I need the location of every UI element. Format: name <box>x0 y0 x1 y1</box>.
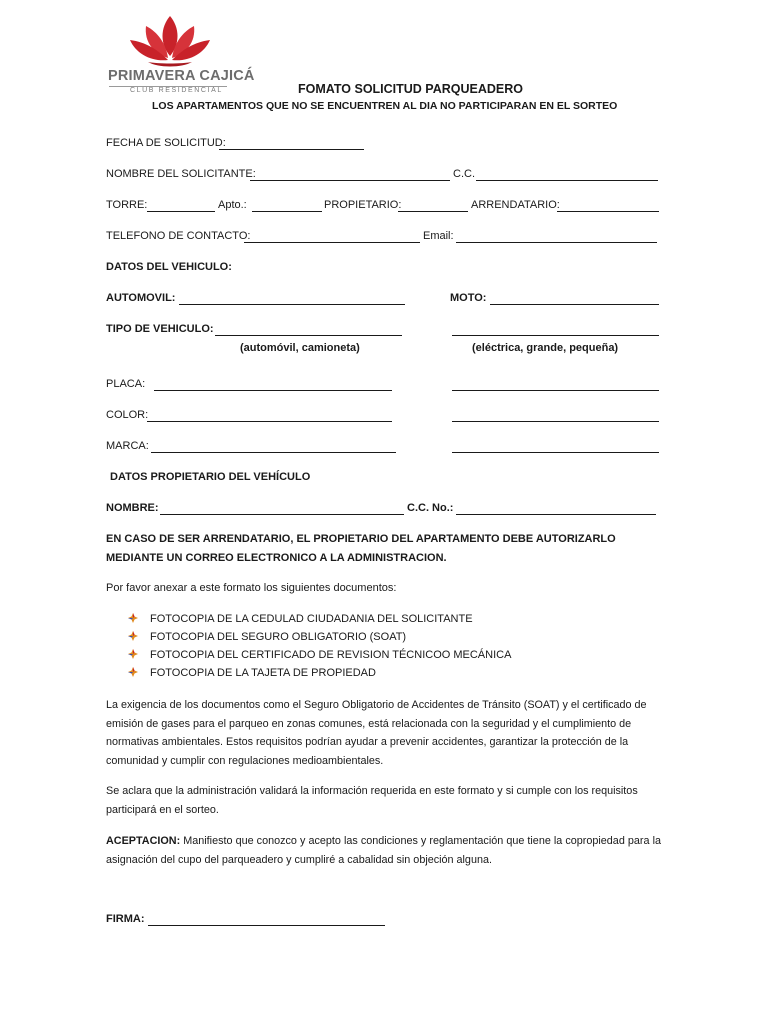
bullet-icon <box>128 649 138 659</box>
fecha-input[interactable] <box>219 149 364 150</box>
logo-subtitle: CLUB RESIDENCIAL <box>130 87 223 94</box>
list-item <box>128 649 511 661</box>
acceptance-text: Manifiesto que conozco y acepto las condiciones y reglamentación que tiene la copropiedad para la asignación del cupo del parqueadero y cumpliré a cabalidad sin objeción alguna. <box>106 835 661 866</box>
arrendatario-label: ARRENDATARIO: <box>471 199 560 211</box>
automovil-input[interactable] <box>179 304 405 305</box>
list-item <box>128 667 376 679</box>
email-label: Email: <box>423 230 454 242</box>
placa-label: PLACA: <box>106 378 146 390</box>
marca-label: MARCA: <box>106 440 149 452</box>
marca-auto-input[interactable] <box>151 452 396 453</box>
bullet-icon <box>128 613 138 623</box>
firma-label: FIRMA: <box>106 913 145 925</box>
apto-label: Apto.: <box>218 199 247 211</box>
tipo-auto-input[interactable] <box>215 335 402 336</box>
placa-moto-input[interactable] <box>452 390 659 391</box>
email-input[interactable] <box>456 242 657 243</box>
nombre-input[interactable] <box>250 180 450 181</box>
propietario-label: PROPIETARIO: <box>324 199 402 211</box>
bullet-icon <box>128 631 138 641</box>
acceptance-paragraph <box>106 832 661 869</box>
propietario-input[interactable] <box>398 211 468 212</box>
lotus-flower-icon <box>108 12 232 70</box>
prop-cc-input[interactable] <box>456 514 656 515</box>
tipo-auto-hint: (automóvil, camioneta) <box>240 342 360 354</box>
telefono-label: TELEFONO DE CONTACTO: <box>106 230 251 242</box>
tipo-label: TIPO DE VEHICULO: <box>106 323 214 335</box>
logo <box>108 12 255 96</box>
form-subtitle: LOS APARTAMENTOS QUE NO SE ENCUENTREN AL DIA NO PARTICIPARAN EN EL SORTEO <box>152 100 618 112</box>
document-item: FOTOCOPIA DEL CERTIFICADO DE REVISION TÉCNICOO MECÁNICA <box>150 649 512 661</box>
document-item: FOTOCOPIA DEL SEGURO OBLIGATORIO (SOAT) <box>150 631 407 643</box>
arrendatario-notice: EN CASO DE SER ARRENDATARIO, EL PROPIETARIO DEL APARTAMENTO DEBE AUTORIZARLO MEDIANTE UN CORREO ELECTRONICO A LA ADMINISTRACION. <box>106 533 616 564</box>
arrendatario-input[interactable] <box>557 211 659 212</box>
telefono-input[interactable] <box>244 242 420 243</box>
apto-input[interactable] <box>252 211 322 212</box>
logo-name: PRIMAVERA CAJICÁ <box>108 68 255 84</box>
moto-input[interactable] <box>490 304 659 305</box>
marca-moto-input[interactable] <box>452 452 659 453</box>
vehiculo-heading: DATOS DEL VEHICULO: <box>106 261 232 273</box>
color-auto-input[interactable] <box>147 421 392 422</box>
list-item <box>128 631 406 643</box>
color-moto-input[interactable] <box>452 421 659 422</box>
nombre-label: NOMBRE DEL SOLICITANTE: <box>106 168 256 180</box>
requirements-paragraph: La exigencia de los documentos como el Seguro Obligatorio de Accidentes de Tránsito (SOAT) y el certificado de emisión de gases para el parqueo en zonas comunes, está relacionada con la seguridad y el cumplimiento de normativas ambientales. Estos requisitos podrían ayudar a prevenir accidentes, garantizar la protección de la comunidad y cumplir con regulaciones medioambientales. <box>106 699 647 767</box>
annex-intro: Por favor anexar a este formato los siguientes documentos: <box>106 582 397 594</box>
placa-auto-input[interactable] <box>154 390 392 391</box>
torre-label: TORRE: <box>106 199 148 211</box>
color-label: COLOR: <box>106 409 149 421</box>
document-item: FOTOCOPIA DE LA CEDULAD CIUDADANIA DEL SOLICITANTE <box>150 613 473 625</box>
tipo-moto-hint: (eléctrica, grande, pequeña) <box>472 342 619 354</box>
tipo-moto-input[interactable] <box>452 335 659 336</box>
firma-input[interactable] <box>148 925 385 926</box>
validation-paragraph: Se aclara que la administración validará la información requerida en este formato y si cumple con los requisitos participará en el sorteo. <box>106 785 638 816</box>
cc-label: C.C. <box>453 168 475 180</box>
fecha-label: FECHA DE SOLICITUD: <box>106 137 226 149</box>
list-item <box>128 613 473 625</box>
automovil-label: AUTOMOVIL: <box>106 292 176 304</box>
form-title: FOMATO SOLICITUD PARQUEADERO <box>298 82 523 96</box>
moto-label: MOTO: <box>450 292 487 304</box>
document-item: FOTOCOPIA DE LA TAJETA DE PROPIEDAD <box>150 667 376 679</box>
prop-nombre-label: NOMBRE: <box>106 502 159 514</box>
propietario-vehiculo-heading: DATOS PROPIETARIO DEL VEHÍCULO <box>110 471 311 483</box>
acceptance-label: ACEPTACION: <box>106 835 181 847</box>
prop-cc-label: C.C. No.: <box>407 502 454 514</box>
torre-input[interactable] <box>147 211 215 212</box>
cc-input[interactable] <box>476 180 658 181</box>
prop-nombre-input[interactable] <box>160 514 404 515</box>
bullet-icon <box>128 667 138 677</box>
